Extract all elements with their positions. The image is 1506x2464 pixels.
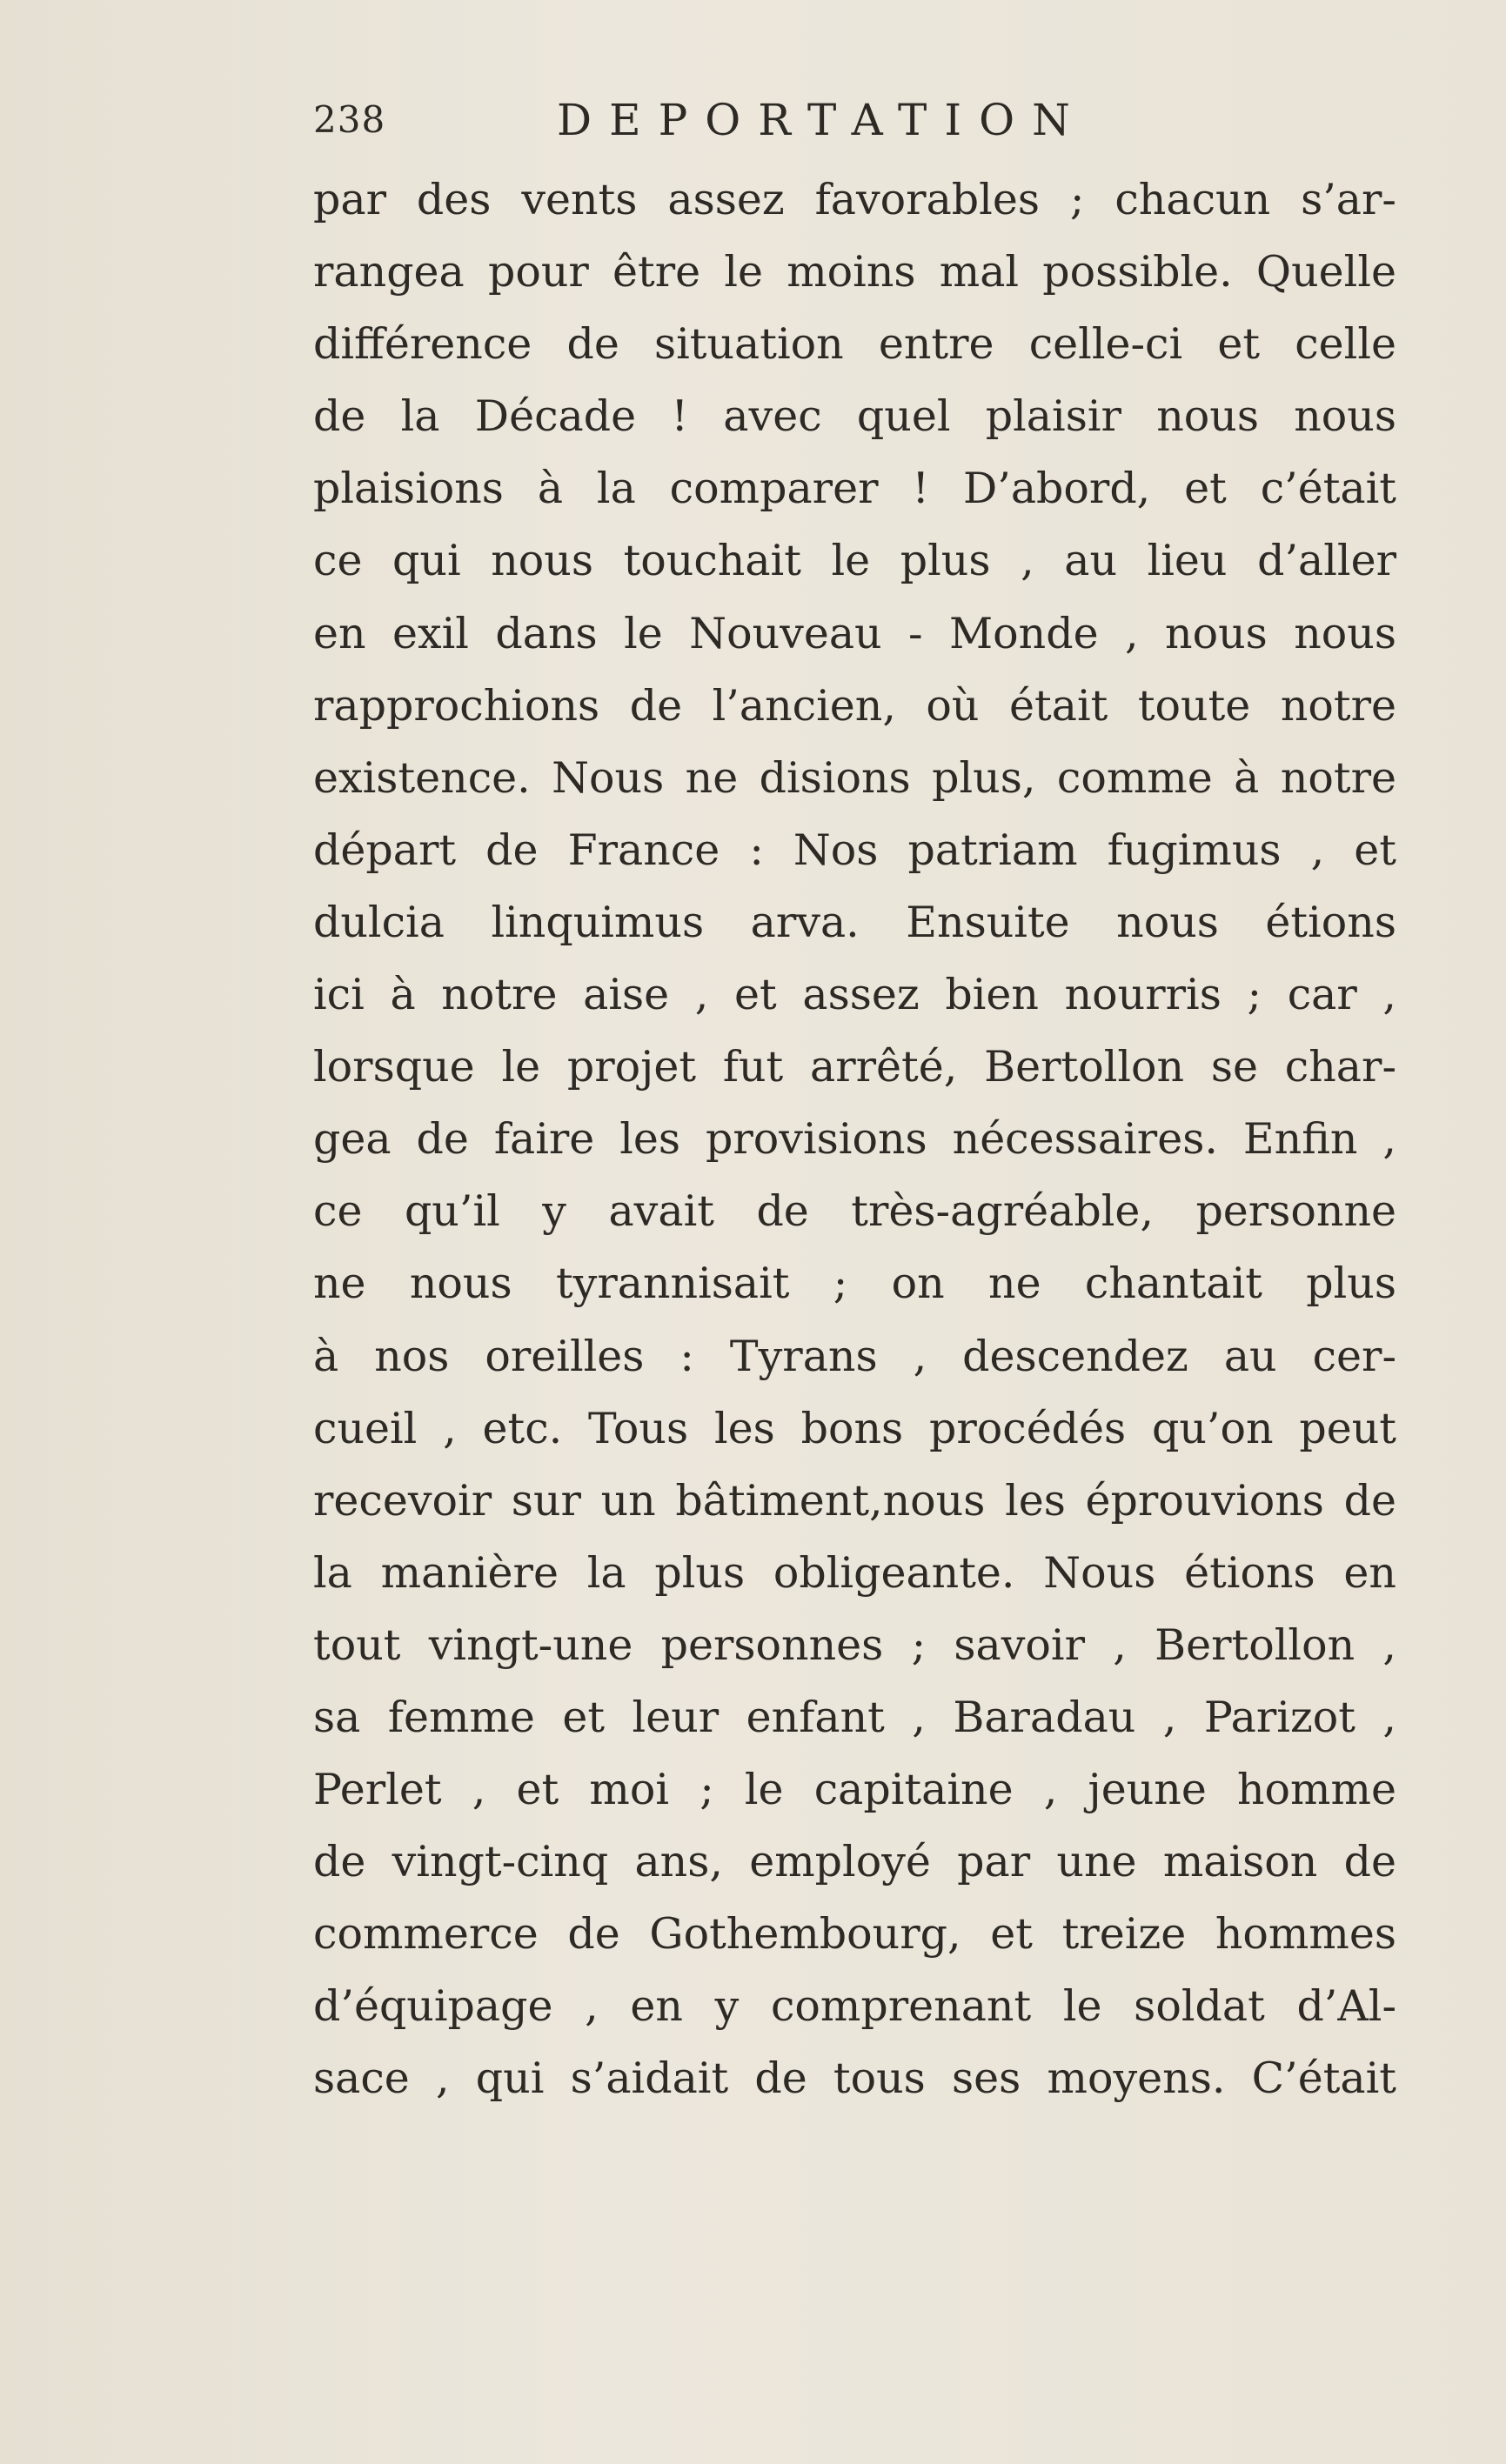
text-line: plaisions à la comparer ! D’abord, et c’était bbox=[313, 464, 1396, 514]
text-line: ne nous tyrannisait ; on ne chantait plus bbox=[313, 1259, 1396, 1309]
text-line: par des vents assez favorables ; chacun s’ar- bbox=[313, 175, 1396, 224]
page-number: 238 bbox=[313, 98, 386, 141]
text-line: dulcia linquimus arva. Ensuite nous étions bbox=[313, 897, 1396, 947]
text-line: commerce de Gothembourg, et treize hommes bbox=[313, 1909, 1396, 1960]
text-line: gea de faire les provisions nécessaires. Enfin , bbox=[313, 1114, 1396, 1165]
text-line: existence. Nous ne disions plus, comme à notre bbox=[313, 752, 1396, 803]
text-line: en exil dans le Nouveau - Monde , nous nous bbox=[313, 608, 1396, 658]
text-line: rapprochions de l’ancien, où était toute notre bbox=[313, 680, 1396, 731]
page-header bbox=[313, 90, 1192, 150]
text-line: ce qui nous touchait le plus , au lieu d’aller bbox=[313, 536, 1396, 586]
text-line: ici à notre aise , et assez bien nourris ; car , bbox=[313, 970, 1396, 1020]
text-line: d’équipage , en y comprenant le soldat d’Al- bbox=[313, 1981, 1396, 2032]
text-line: Perlet , et moi ; le capitaine , jeune homme bbox=[313, 1765, 1396, 1815]
text-line: recevoir sur un bâtiment,nous les éprouvions de bbox=[313, 1475, 1396, 1526]
text-line: la manière la plus obligeante. Nous étions en bbox=[313, 1547, 1396, 1598]
text-line: départ de France : Nos patriam fugimus , et bbox=[313, 825, 1396, 875]
text-line: différence de situation entre celle-ci et celle bbox=[313, 319, 1396, 370]
text-line: à nos oreilles : Tyrans , descendez au cer- bbox=[313, 1331, 1396, 1381]
text-line: ce qu’il y avait de très-agréable, personne bbox=[313, 1186, 1396, 1237]
text-line: lorsque le projet fut arrêté, Bertollon se char- bbox=[313, 1042, 1396, 1092]
body-text bbox=[313, 164, 1396, 2115]
running-title: DEPORTATION bbox=[557, 95, 1088, 145]
text-line: tout vingt-une personnes ; savoir , Bertollon , bbox=[313, 1619, 1396, 1670]
text-line: sace , qui s’aidait de tous ses moyens. C’était bbox=[313, 2053, 1396, 2104]
text-line: sa femme et leur enfant , Baradau , Parizot , bbox=[313, 1692, 1396, 1742]
text-line: cueil , etc. Tous les bons procédés qu’on peut bbox=[313, 1403, 1396, 1453]
text-line: de vingt-cinq ans, employé par une maison de bbox=[313, 1837, 1396, 1887]
text-line: rangea pour être le moins mal possible. Quelle bbox=[313, 247, 1396, 297]
text-line: de la Décade ! avec quel plaisir nous nous bbox=[313, 391, 1396, 442]
